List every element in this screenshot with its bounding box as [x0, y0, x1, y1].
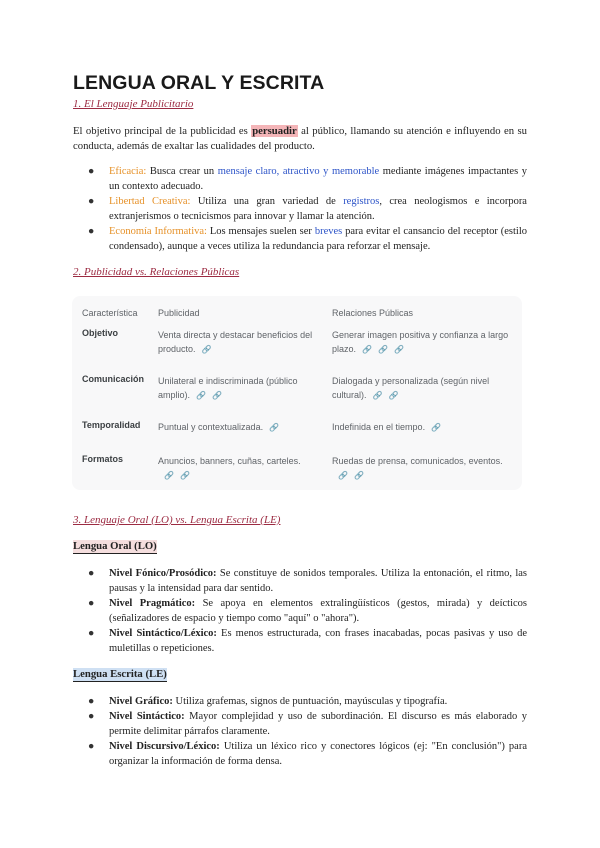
bullet-text: Utiliza una gran variedad de — [190, 196, 344, 207]
page-title: LENGUA ORAL Y ESCRITA — [73, 72, 325, 94]
list-item — [73, 694, 527, 709]
cell-publicidad — [158, 420, 324, 435]
link-icon[interactable]: 🔗 — [211, 391, 222, 400]
row-label: Temporalidad — [82, 420, 141, 430]
bullet-text: mediante imágenes impactantes y un contexto adecuado. — [109, 166, 527, 192]
bullet-icon: ● — [88, 196, 95, 207]
bullet-blue-text: registros — [343, 196, 380, 207]
bullet-icon: ● — [88, 628, 95, 639]
cell-text: Anuncios, banners, cuñas, carteles. — [158, 456, 301, 466]
comparison-table — [72, 296, 522, 490]
lengua-escrita-heading: Lengua Escrita (LE) — [73, 668, 167, 680]
table-header-publicidad: Publicidad — [158, 308, 200, 318]
intro-highlight: persuadir — [252, 125, 297, 137]
bullet-label: Economía Informativa: — [109, 226, 207, 237]
cell-relaciones — [332, 328, 512, 357]
link-icon[interactable]: 🔗 — [338, 471, 348, 480]
bullet-label: Nivel Sintáctico: — [109, 711, 185, 722]
intro-text-after: al público, llamando su atención e influyendo en su conducta, además de exaltar las cualidades del producto. — [73, 125, 527, 152]
cell-text: Unilateral e indiscriminada (público amplio). — [158, 376, 298, 400]
bullet-label: Nivel Gráfico: — [109, 696, 173, 707]
bullet-label: Nivel Sintáctico/Léxico: — [109, 628, 217, 639]
bullet-text: Utiliza un léxico rico y conectores lógicos (ej: "En conclusión") para organizar la información de forma densa. — [109, 741, 528, 767]
cell-publicidad — [158, 328, 324, 357]
section1-intro — [73, 124, 527, 154]
link-icon[interactable]: 🔗 — [179, 471, 190, 480]
cell-text: Indefinida en el tiempo. — [332, 422, 426, 432]
link-icon[interactable]: 🔗 — [393, 345, 404, 354]
cell-publicidad — [158, 454, 324, 483]
bullet-label: Nivel Discursivo/Léxico: — [109, 741, 220, 752]
list-item — [73, 164, 527, 194]
table-header-caracteristica: Característica — [82, 308, 138, 318]
link-icon[interactable]: 🔗 — [372, 391, 383, 400]
cell-text: Dialogada y personalizada (según nivel cultural). — [332, 376, 490, 400]
bullet-icon: ● — [88, 741, 95, 752]
list-item — [73, 194, 527, 224]
intro-text-before: El objetivo principal de la publicidad es — [73, 125, 252, 137]
link-icon[interactable]: 🔗 — [164, 471, 174, 480]
row-label: Objetivo — [82, 328, 119, 338]
cell-relaciones — [332, 374, 512, 403]
cell-text: Ruedas de prensa, comunicados, eventos. — [332, 456, 503, 466]
bullet-text: Los mensajes suelen ser — [206, 226, 315, 237]
bullet-text: Es menos estructurada, con frases inacabadas, pocas pasivas y uso de muletillas o repeticiones. — [109, 628, 527, 654]
bullet-text: Busca crear un — [146, 166, 218, 177]
bullet-text: Se constituye de sonidos temporales. Utiliza la entonación, el ritmo, las pausas y la intensidad para dar sentido. — [109, 568, 527, 594]
cell-text: Generar imagen positiva y confianza a largo plazo. — [332, 330, 509, 354]
list-item — [73, 626, 527, 656]
cell-publicidad — [158, 374, 324, 403]
cell-relaciones — [332, 420, 512, 435]
bullet-text: Mayor complejidad y uso de subordinación. El discurso es más elaborado y permite delimitar párrafos claramente. — [109, 711, 527, 737]
list-item — [73, 596, 527, 626]
section2-heading: 2. Publicidad vs. Relaciones Públicas — [73, 266, 240, 278]
link-icon[interactable]: 🔗 — [362, 345, 372, 354]
list-item — [73, 739, 527, 769]
bullet-text: Se apoya en elementos extralingüísticos (gestos, mirada) y deícticos (señalizadores de espacio y tiempo como "aquí" o "ahora"). — [109, 598, 527, 624]
bullet-text: Utiliza grafemas, signos de puntuación, mayúsculas y tipografía. — [172, 696, 448, 707]
bullet-icon: ● — [88, 166, 95, 177]
table-header-relaciones: Relaciones Públicas — [332, 308, 414, 318]
lengua-oral-heading: Lengua Oral (LO) — [73, 540, 157, 552]
cell-text: Puntual y contextualizada. — [158, 422, 264, 432]
bullet-blue-text: breves — [314, 226, 343, 237]
cell-relaciones — [332, 454, 512, 483]
link-icon[interactable]: 🔗 — [196, 391, 206, 400]
link-icon[interactable]: 🔗 — [378, 345, 388, 354]
row-label: Comunicación — [82, 374, 145, 384]
bullet-label: Libertad Creativa: — [109, 196, 191, 207]
bullet-blue-text: mensaje claro, atractivo y memorable — [217, 166, 380, 177]
cell-text: Venta directa y destacar beneficios del producto. — [158, 330, 313, 354]
bullet-label: Eficacia: — [109, 166, 147, 177]
row-label: Formatos — [82, 454, 124, 464]
lengua-oral-list — [73, 566, 527, 656]
bullet-icon: ● — [88, 711, 95, 722]
bullet-text: para evitar el cansancio del receptor (estilo condensado), aunque a veces utiliza la redundancia para reforzar el mensaje. — [109, 226, 528, 252]
section1-bullet-list — [73, 164, 527, 254]
link-icon[interactable]: 🔗 — [388, 391, 399, 400]
bullet-icon: ● — [88, 226, 95, 237]
bullet-text: , crea neologismos e incorpora extranjerismos o tecnicismos para innovar y llamar la atención. — [109, 196, 527, 222]
section3-heading: 3. Lenguaje Oral (LO) vs. Lengua Escrita (LE) — [73, 514, 281, 526]
link-icon[interactable]: 🔗 — [201, 345, 212, 354]
bullet-icon: ● — [88, 598, 95, 609]
bullet-label: Nivel Fónico/Prosódico: — [109, 568, 217, 579]
bullet-icon: ● — [88, 696, 95, 707]
link-icon[interactable]: 🔗 — [269, 423, 280, 432]
list-item — [73, 224, 527, 254]
list-item — [73, 709, 527, 739]
bullet-icon: ● — [88, 568, 95, 579]
link-icon[interactable]: 🔗 — [431, 423, 442, 432]
lengua-escrita-list — [73, 694, 527, 769]
link-icon[interactable]: 🔗 — [353, 471, 364, 480]
section1-heading: 1. El Lenguaje Publicitario — [73, 98, 194, 110]
bullet-label: Nivel Pragmático: — [109, 598, 196, 609]
list-item — [73, 566, 527, 596]
